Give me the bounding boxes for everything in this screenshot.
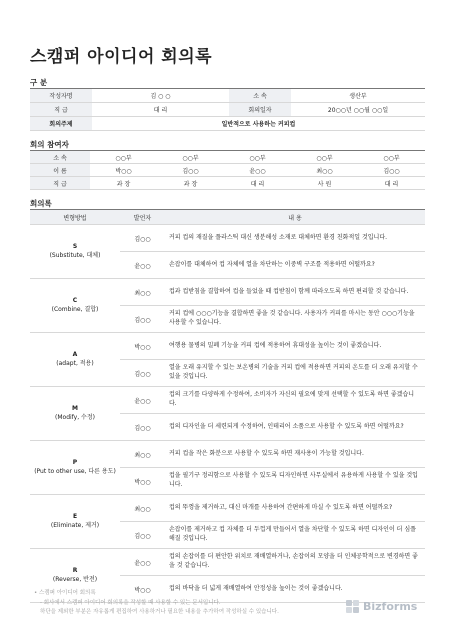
classification-row: [30, 117, 425, 131]
method-header: 변형방법: [30, 210, 120, 225]
participant-rank: 사 원: [291, 177, 358, 190]
classification-table: [30, 88, 425, 131]
minutes-header-row: [30, 210, 425, 225]
minutes-row: [30, 549, 425, 576]
method-cell: [30, 225, 120, 279]
department-label: 소 속: [229, 89, 291, 103]
footer-line-text: 스캠퍼 아이디어 회의록: [39, 590, 96, 596]
method-description: (Modify, 수정): [55, 413, 95, 421]
participants-row: [30, 164, 425, 177]
method-description: (Put to other use, 다른 용도): [34, 467, 116, 475]
participant-dept: ○○부: [291, 151, 358, 164]
speaker-cell: 김○○: [120, 414, 165, 441]
participants-table: [30, 150, 425, 190]
classification-row: [30, 103, 425, 117]
minutes-table: [30, 209, 425, 603]
bizforms-logo: [346, 600, 417, 613]
bizforms-logo-icon: [346, 600, 359, 613]
content-cell: 커피 컵을 작은 화분으로 사용할 수 있도록 하면 재사용이 가능할 것입니다.: [165, 441, 425, 468]
minutes-row: [30, 225, 425, 252]
participant-dept: ○○부: [358, 151, 425, 164]
speaker-cell: 박○○: [120, 576, 165, 603]
speaker-cell: 박○○: [120, 333, 165, 360]
minutes-row: [30, 387, 425, 414]
minutes-row: [30, 333, 425, 360]
content-cell: 열을 오래 유지할 수 있는 보온병의 기술을 커피 컵에 적용하면 커피의 온도를 더 오래 유지할 수 있을 것입니다.: [165, 360, 425, 387]
participant-rank-label: 직 급: [30, 177, 90, 190]
meeting-topic-value: 일반적으로 사용하는 커피컵: [92, 117, 425, 131]
participant-name: 김○○: [358, 164, 425, 177]
method-cell: [30, 333, 120, 387]
meeting-date-label: 회의일자: [229, 103, 291, 117]
document-title: 스캠퍼 아이디어 회의록: [30, 47, 213, 67]
speaker-cell: 김○○: [120, 306, 165, 333]
meeting-topic-label: 회의주제: [30, 117, 92, 131]
bizforms-logo-text: Bizforms: [363, 600, 418, 613]
speaker-cell: 윤○○: [120, 387, 165, 414]
content-cell: 여행용 물병의 밀폐 기능을 커피 컵에 적용하여 휴대성을 높이는 것이 좋겠습니다.: [165, 333, 425, 360]
method-description: (Combine, 결합): [51, 305, 99, 313]
speaker-cell: 김○○: [120, 360, 165, 387]
participants-row: [30, 177, 425, 190]
method-description: (Eliminate, 제거): [50, 521, 100, 529]
method-letter: E: [72, 512, 78, 520]
footer-line: 하단을 제외한 부분은 자유롭게 편집하여 사용하거나 필요한 내용을 추가하여 작성하실 수 있습니다.: [40, 609, 279, 616]
section-minutes-title: 회의록: [30, 199, 52, 208]
content-cell: 컵을 필기구 정리함으로 사용할 수 있도록 디자인하면 사무실에서 유용하게 사용할 수 있을 것입니다.: [165, 468, 425, 495]
speaker-cell: 김○○: [120, 225, 165, 252]
method-description: (Reverse, 반전): [52, 575, 98, 583]
speaker-cell: 박○○: [120, 468, 165, 495]
method-letter: A: [72, 350, 78, 358]
method-cell: [30, 441, 120, 495]
participant-name-label: 이 름: [30, 164, 90, 177]
participant-dept: ○○부: [224, 151, 291, 164]
meeting-date-value: 20○○년 ○○월 ○○일: [291, 103, 425, 117]
speaker-cell: 최○○: [120, 441, 165, 468]
section-participants-title: 회의 참여자: [30, 140, 69, 149]
section-classification-title: 구 분: [30, 78, 48, 87]
content-cell: 컵의 손잡이를 더 편안한 위치로 재배열하거나, 손잡이의 모양을 더 인체공학적으로 변경하면 좋을 것 같습니다.: [165, 549, 425, 576]
speaker-cell: 김○○: [120, 522, 165, 549]
method-cell: [30, 387, 120, 441]
minutes-row: [30, 495, 425, 522]
content-header: 내 용: [165, 210, 425, 225]
rank-value: 대 리: [92, 103, 229, 117]
minutes-row: [30, 279, 425, 306]
content-cell: 컵의 크기를 다양하게 수정하여, 소비자가 자신의 필요에 맞게 선택할 수 있도록 하면 좋겠습니다.: [165, 387, 425, 414]
participant-rank: 대 리: [224, 177, 291, 190]
speaker-cell: 최○○: [120, 495, 165, 522]
content-cell: 컵의 바닥을 더 넓게 재배열하여 안정성을 높이는 것이 좋겠습니다.: [165, 576, 425, 603]
speaker-cell: 윤○○: [120, 252, 165, 279]
participant-dept: ○○부: [157, 151, 224, 164]
participant-rank: 과 장: [157, 177, 224, 190]
footer-line: - 회사에서 스캠퍼 아이디어 회의록을 작성할 때 사용할 수 있는 문서입니다.: [40, 599, 221, 606]
method-letter: R: [72, 566, 78, 574]
footer-line: • 스캠퍼 아이디어 회의록: [34, 590, 96, 596]
rank-label: 직 급: [30, 103, 92, 117]
speaker-header: 발언자: [120, 210, 165, 225]
participant-name: 박○○: [90, 164, 157, 177]
method-letter: S: [72, 242, 78, 250]
footer-notes: [34, 589, 279, 618]
method-letter: M: [72, 404, 78, 412]
method-cell: [30, 279, 120, 333]
speaker-cell: 윤○○: [120, 549, 165, 576]
content-cell: 컵과 컵받침을 결합하여 컵을 들었을 때 컵받침이 함께 따라오도록 하면 편리할 것 같습니다.: [165, 279, 425, 306]
method-description: (Substitute, 대체): [49, 251, 101, 259]
method-letter: P: [72, 458, 78, 466]
method-cell: [30, 495, 120, 549]
method-description: (adapt, 적용): [56, 359, 94, 367]
method-letter: C: [72, 296, 78, 304]
classification-row: [30, 89, 425, 103]
participant-name: 김○○: [157, 164, 224, 177]
content-cell: 컵의 디자인을 더 세련되게 수정하여, 인테리어 소품으로 사용할 수 있도록 하면 어떨까요?: [165, 414, 425, 441]
content-cell: 커피 컵의 재질을 플라스틱 대신 생분해성 소재로 대체하면 환경 친화적일 것입니다.: [165, 225, 425, 252]
participant-rank: 과 장: [90, 177, 157, 190]
participant-rank: 대 리: [358, 177, 425, 190]
participant-dept-label: 소 속: [30, 151, 90, 164]
participant-name: 최○○: [291, 164, 358, 177]
content-cell: 손잡이를 제거하고 컵 자체를 더 두껍게 만들어서 열을 차단할 수 있도록 하면 디자인이 더 심플해질 것입니다.: [165, 522, 425, 549]
author-value: 김 ○ ○: [92, 89, 229, 103]
participant-dept: ○○부: [90, 151, 157, 164]
content-cell: 손잡이를 대체하여 컵 자체에 열을 차단하는 이중벽 구조를 적용하면 어떨까요?: [165, 252, 425, 279]
participant-name: 윤○○: [224, 164, 291, 177]
speaker-cell: 최○○: [120, 279, 165, 306]
content-cell: 커피 컵에 ○○○기능을 결합하면 좋을 것 같습니다. 사용자가 커피를 마시는 동안 ○○○기능을 사용할 수 있습니다.: [165, 306, 425, 333]
participants-row: [30, 151, 425, 164]
author-label: 작성자명: [30, 89, 92, 103]
department-value: 생산부: [291, 89, 425, 103]
content-cell: 컵의 뚜껑을 제거하고, 대신 마개를 사용하여 간편하게 마실 수 있도록 하면 어떨까요?: [165, 495, 425, 522]
minutes-row: [30, 441, 425, 468]
